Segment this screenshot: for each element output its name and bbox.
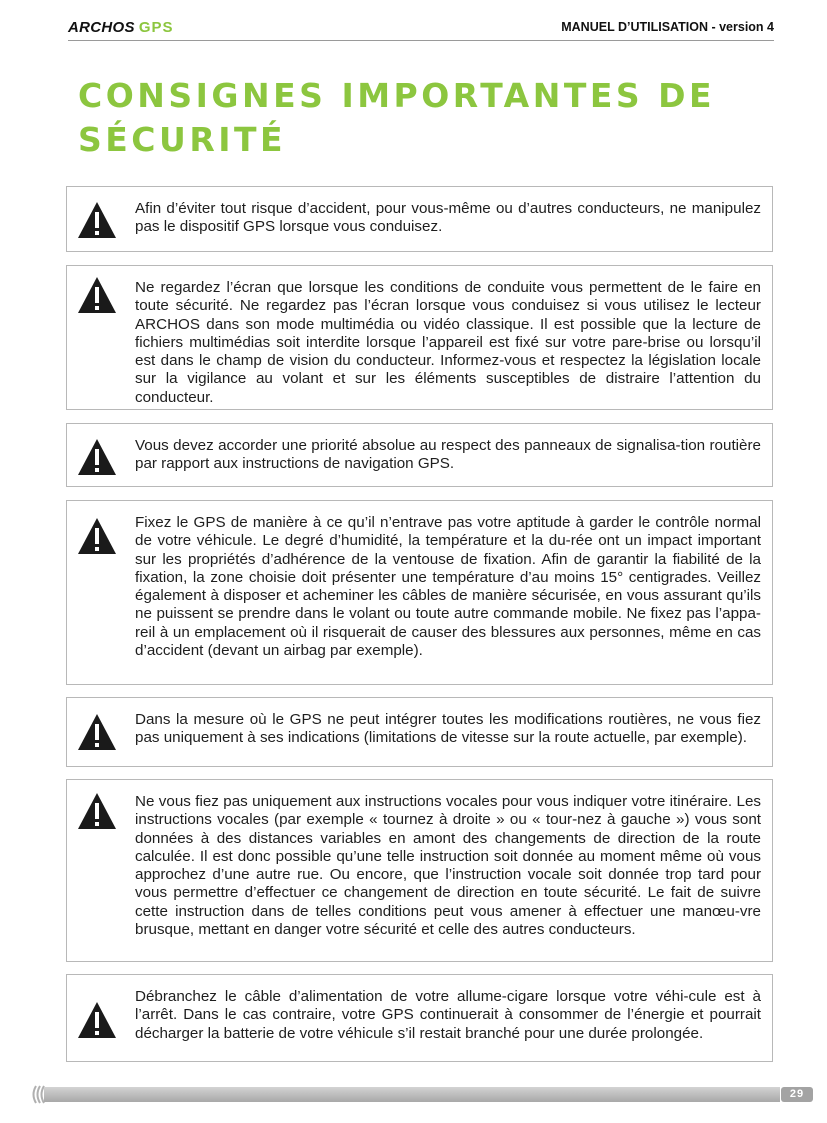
warning-icon — [77, 517, 117, 555]
notice-text: Ne vous fiez pas uniquement aux instructions vocales pour vous indiquer votre itinéraire. Les instructions vocales (par exemple « tournez à droite » ou « tour-nez à gauche ») vous sont données à des distances variables en amont des changements de direction de la route calculée. Il est donc possible qu’une telle instruction soit donnée au moment même où vous approchez d’une autre rue. Ou encore, que l’instruction vocale soit donnée trop tard pour vous permettre d’effectuer ce changement de direction en toute sécurité. Le fait de suivre cette instruction dans de telles conditions peut vous amener à effectuer une manœu-vre brusque, mettant en danger votre sécurité et celle des autres conducteurs. — [135, 793, 761, 939]
logo-product: GPS — [138, 19, 174, 36]
archos-gps-logo — [68, 19, 174, 36]
warning-icon — [77, 713, 117, 751]
safety-notice — [66, 974, 773, 1062]
safety-notice — [66, 697, 773, 767]
page-title: CONSIGNES IMPORTANTES DE SÉCURITÉ — [78, 76, 716, 159]
warning-icon — [77, 276, 117, 314]
safety-notice — [66, 423, 773, 487]
notice-text: Fixez le GPS de manière à ce qu’il n’entrave pas votre aptitude à garder le contrôle normal de votre véhicule. Le degré d’humidité, la température et la du-rée ont un impact important sur les propriétés d’adhérence de la ventouse de fixation. Afin de garantir la fiabilité de la fixation, la zone choisie doit présenter une température d’au moins 15° centigrades. Veillez également à disposer et acheminer les câbles de manière sécurisée, en vous assurant qu’ils ne puissent se prendre dans le volant ou toute autre commande mobile. Ne fixez pas l’appa-reil à un emplacement où il risquerait de causer des blessures aux personnes, même en cas d’accident (devant un airbag par exemple). — [135, 514, 761, 660]
page-number: 29 — [781, 1087, 813, 1102]
manual-version-label: MANUEL D’UTILISATION - version 4 — [561, 20, 774, 34]
notice-text: Dans la mesure où le GPS ne peut intégrer toutes les modifications routières, ne vous fiez pas uniquement à ses indications (limitations de vitesse sur la route actuelle, par exemple). — [135, 711, 761, 747]
safety-notice — [66, 186, 773, 252]
warning-icon — [77, 438, 117, 476]
notice-text: Ne regardez l’écran que lorsque les conditions de conduite vous permettent de le faire en toute sécurité. Ne regardez pas l’écran lorsque vous conduisez si vous utilisez le lecteur ARCHOS dans son mode multimédia ou vidéo classique. Il est possible que la lecture de fichiers multimédias soit interdite lorsque l’appareil est fixé sur votre pare-brise ou lorsqu’il est dans le champ de vision du conducteur. Informez-vous et respectez la législation locale sur la vigilance au volant et sur les éléments susceptibles de distraire l’attention du conducteur. — [135, 279, 761, 406]
warning-icon — [77, 792, 117, 830]
notice-text: Afin d’éviter tout risque d’accident, pour vous-même ou d’autres conducteurs, ne manipulez pas le dispositif GPS lorsque vous conduisez. — [135, 200, 761, 236]
safety-notice — [66, 500, 773, 685]
warning-icon — [77, 1001, 117, 1039]
page-header — [0, 0, 827, 42]
safety-notice — [66, 265, 773, 410]
notice-text: Vous devez accorder une priorité absolue au respect des panneaux de signalisa-tion routière par rapport aux instructions de navigation GPS. — [135, 437, 761, 473]
notice-text: Débranchez le câble d’alimentation de votre allume-cigare lorsque votre véhi-cule est à l’arrêt. Dans le cas contraire, votre GPS continuerait à consommer de l’énergie et pourrait décharger la batterie de votre véhicule s’il restait branché pour une durée prolongée. — [135, 988, 761, 1042]
warning-icon — [77, 201, 117, 239]
header-divider — [68, 40, 774, 41]
logo-brand: ARCHOS — [68, 19, 135, 36]
safety-notice — [66, 779, 773, 962]
footer-bar — [44, 1087, 780, 1102]
